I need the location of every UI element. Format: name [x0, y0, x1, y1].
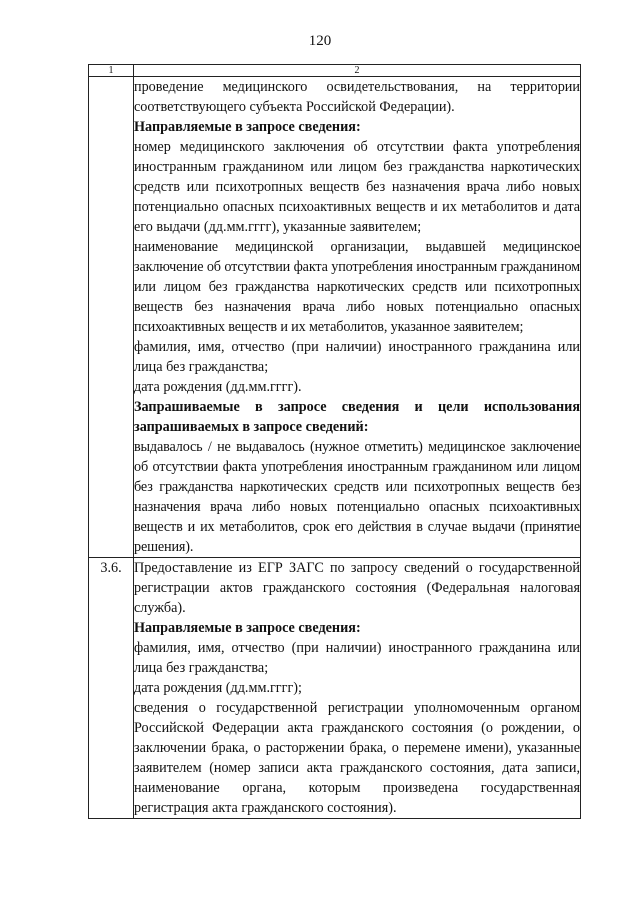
paragraph: фамилия, имя, отчество (при наличии) иностранного гражданина или лица без гражданства;: [134, 339, 580, 375]
table-row: [89, 558, 581, 819]
section-heading: Запрашиваемые в запросе сведения и цели использования запрашиваемых в запросе сведений:: [134, 399, 580, 435]
paragraph: дата рождения (дд.мм.гггг).: [134, 379, 302, 395]
paragraph: наименование медицинской организации, выдавшей медицинское заключение об отсутствии факта употребления иностранным гражданином или лицом без гражданства наркотических средств или психотропных веществ без назначения врача либо новых потенциально опасных психоактивных веществ и их метаболитов, указанное заявителем;: [134, 239, 580, 335]
page-number: 120: [308, 33, 332, 49]
table-header-row: [89, 65, 581, 77]
paragraph: проведение медицинского освидетельствования, на территории соответствующего субъекта Российской Федерации).: [134, 79, 580, 115]
table-row: [89, 77, 581, 558]
row-content: [134, 558, 581, 819]
section-heading: Направляемые в запросе сведения:: [134, 119, 361, 135]
row-number: 3.6.: [89, 558, 134, 819]
row-content: [134, 77, 581, 558]
paragraph: номер медицинского заключения об отсутствии факта употребления иностранным гражданином или лицом без гражданства наркотических средств или психотропных веществ без назначения врача либо новых потенциально опасных психоактивных веществ и их метаболитов и дата его выдачи (дд.мм.гггг), указанные заявителем;: [134, 139, 580, 235]
paragraph: фамилия, имя, отчество (при наличии) иностранного гражданина или лица без гражданства;: [134, 640, 580, 676]
row-number: [89, 77, 134, 558]
document-table: [88, 64, 581, 819]
paragraph: выдавалось / не выдавалось (нужное отметить) медицинское заключение об отсутствии факта употребления иностранным гражданином или лицом без гражданства наркотических средств или психотропных веществ без назначения врача либо новых потенциально опасных психоактивных веществ и их метаболитов, срок его действия в случае выдачи (принятие решения).: [134, 439, 580, 555]
column-number-1: 1: [89, 65, 134, 77]
paragraph: дата рождения (дд.мм.гггг);: [134, 680, 302, 696]
paragraph: сведения о государственной регистрации уполномоченным органом Российской Федерации акта гражданского состояния (о рождении, о заключении брака, о расторжении брака, о перемене имени), указанные заявителем (номер записи акта гражданского состояния, дата записи, наименование органа, которым произведена государственная регистрация акта гражданского состояния).: [134, 700, 580, 816]
column-number-2: 2: [134, 65, 581, 77]
section-heading: Направляемые в запросе сведения:: [134, 620, 361, 636]
paragraph: Предоставление из ЕГР ЗАГС по запросу сведений о государственной регистрации актов гражданского состояния (Федеральная налоговая служба).: [134, 560, 580, 616]
